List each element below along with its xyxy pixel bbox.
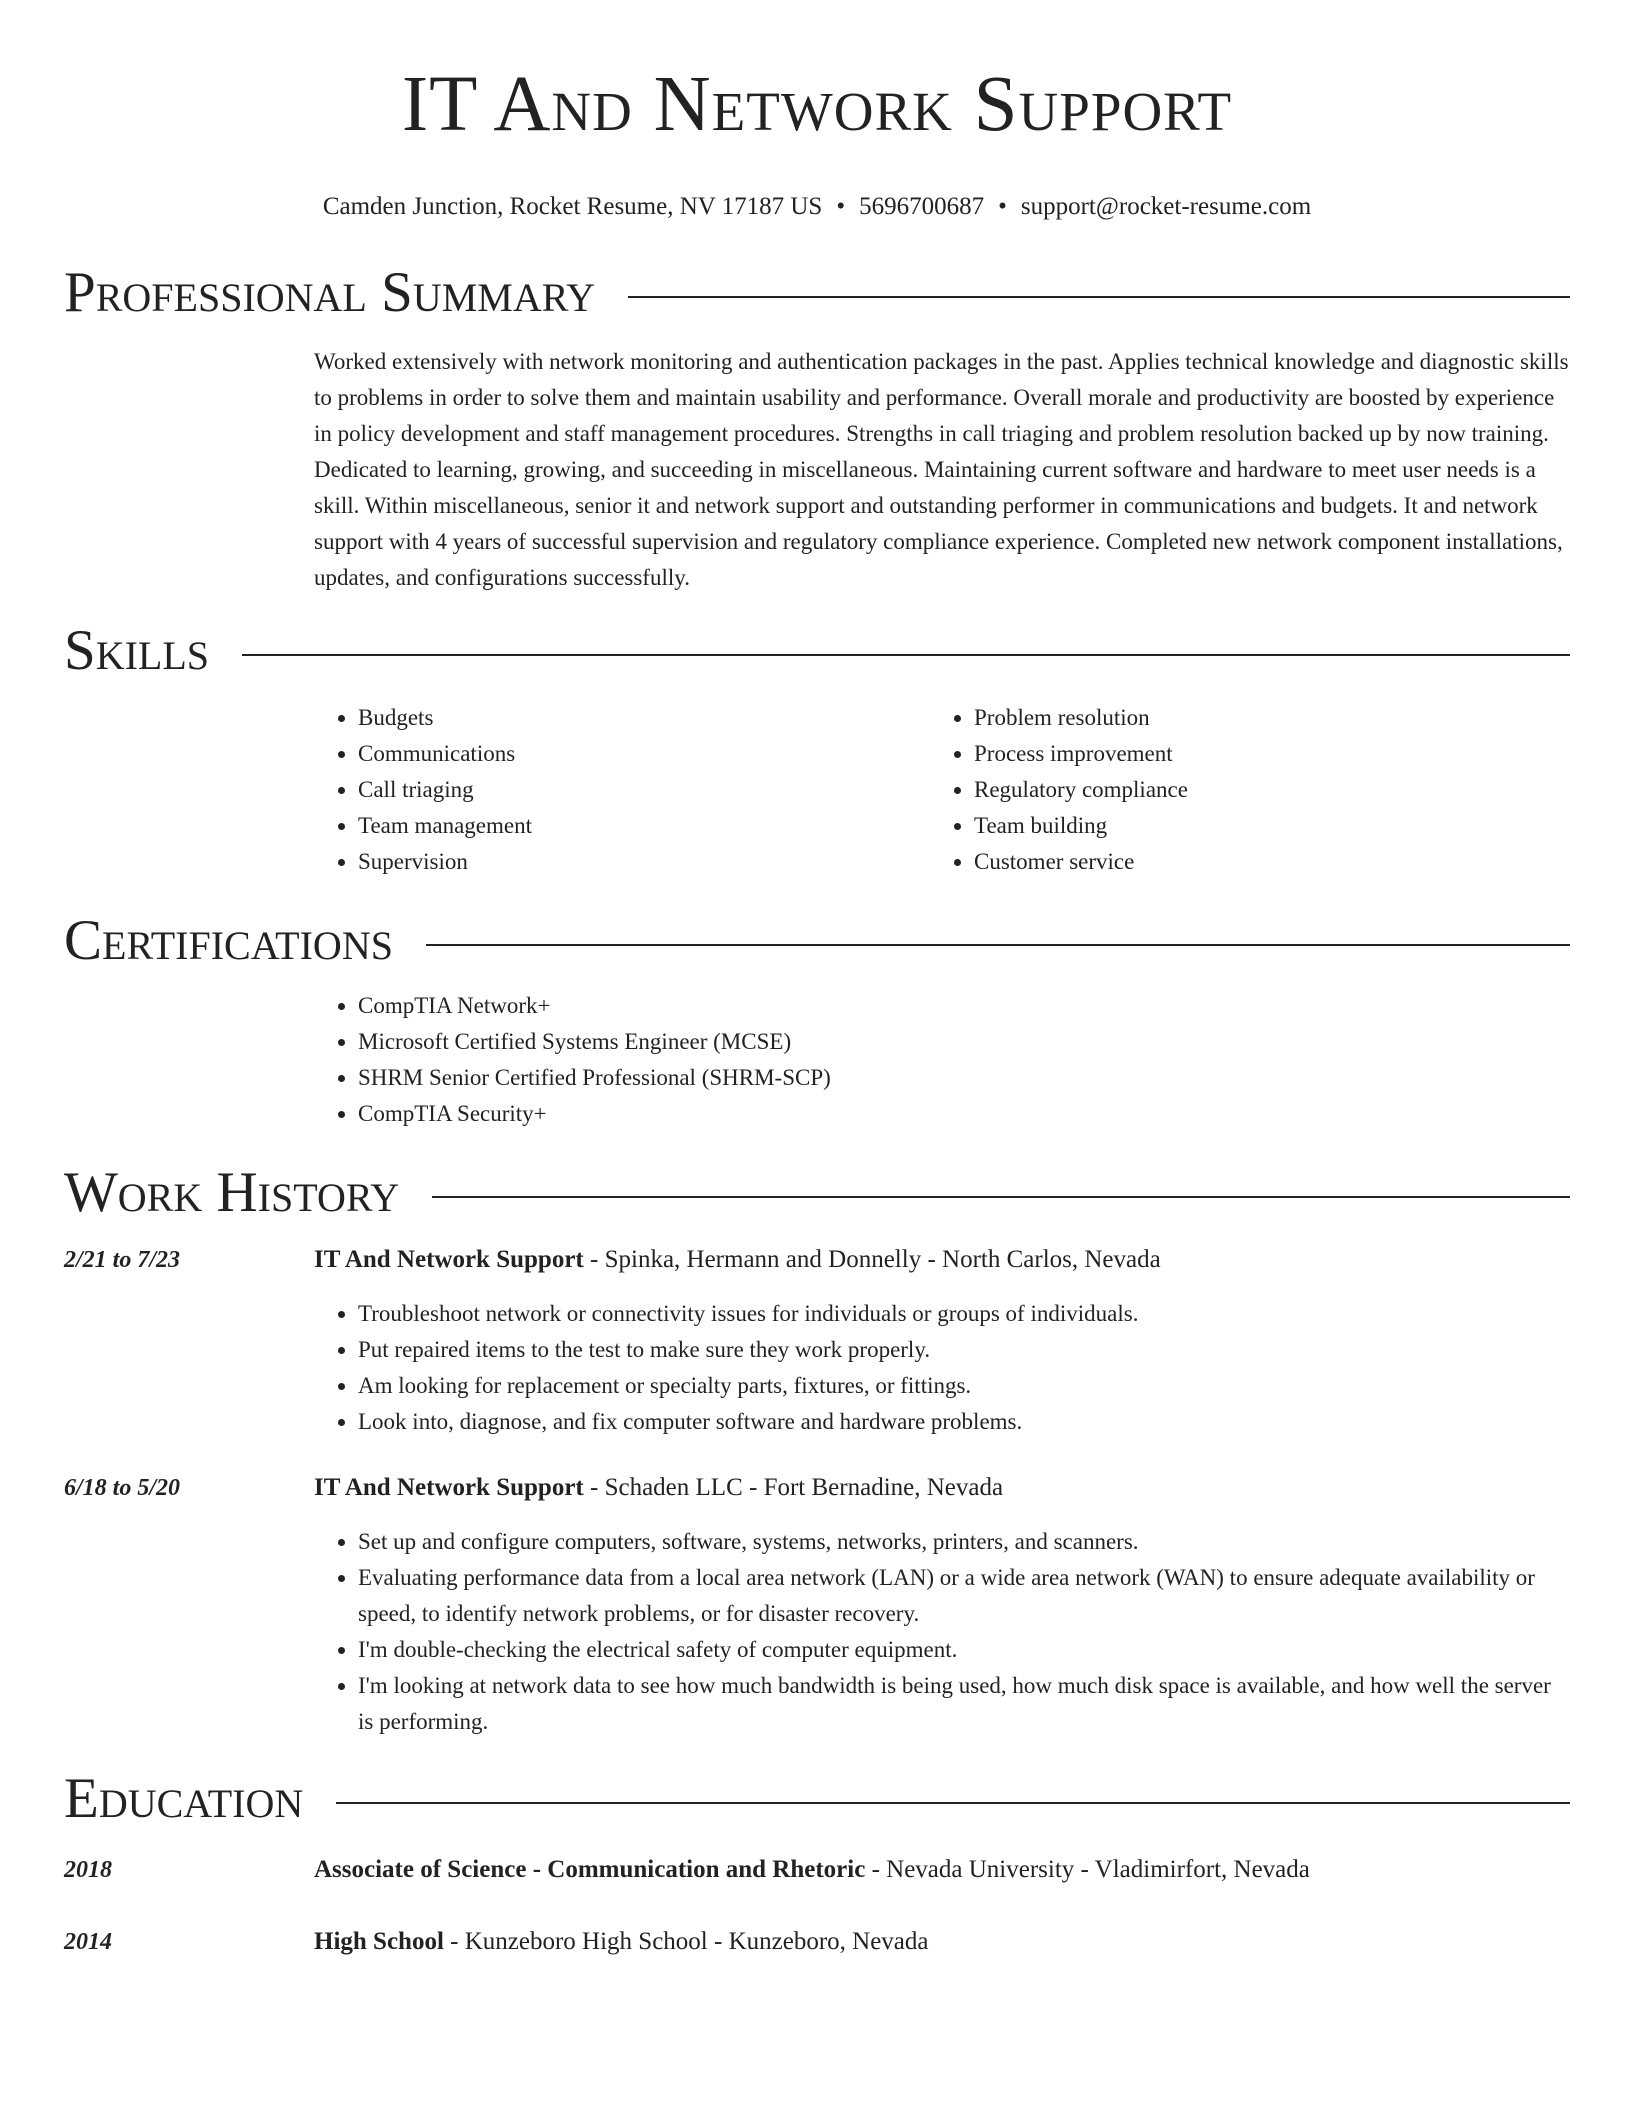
skill-item: • Team management [358,808,930,844]
summary-heading: Professional Summary [64,261,596,324]
section-divider [432,1196,1570,1198]
work-history-section-header [64,1158,1570,1228]
education-heading: Education [64,1767,304,1830]
education-degree: Associate of Science - Communication and Rhetoric [314,1856,866,1883]
skills-column-right [930,700,1546,880]
education-year: 2014 [64,1929,112,1955]
education-school: - Nevada University - Vladimirfort, Nevada [865,1856,1310,1883]
job-duty: • Set up and configure computers, software, systems, networks, printers, and scanners. [358,1524,1570,1560]
job-duty: • Troubleshoot network or connectivity issues for individuals or groups of individuals. [358,1296,1570,1332]
job-duty: • Evaluating performance data from a local area network (LAN) or a wide area network (WAN) to ensure adequate availability or speed, to identify network problems, or for disaster recovery. [358,1560,1570,1632]
job-title-line [314,1242,1570,1278]
job-title: IT And Network Support [314,1246,584,1273]
summary-section-header [64,258,1570,328]
job-duty: • I'm double-checking the electrical safety of computer equipment. [358,1632,1570,1668]
job-entry [64,1242,1570,1440]
education-entry [64,1852,1570,1888]
job-duties [314,1296,1570,1440]
education-year: 2018 [64,1857,112,1883]
certifications-heading: Certifications [64,909,393,972]
contact-phone: 5696700687 [859,193,985,220]
job-dates: 2/21 to 7/23 [64,1247,181,1273]
skill-item: • Problem resolution [974,700,1546,736]
certification-item: • SHRM Senior Certified Professional (SHRM-SCP) [358,1060,1570,1096]
resume-name: IT And Network Support [401,61,1233,148]
skill-item: • Customer service [974,844,1546,880]
job-duty: • Put repaired items to the test to make sure they work properly. [358,1332,1570,1368]
job-employer: - Spinka, Hermann and Donnelly - North Carlos, Nevada [583,1246,1161,1273]
skills-heading: Skills [64,619,210,682]
certification-item: • Microsoft Certified Systems Engineer (MCSE) [358,1024,1570,1060]
job-title: IT And Network Support [314,1474,584,1501]
resume-page [64,0,1570,1960]
section-divider [426,944,1570,946]
skills-section-header [64,616,1570,686]
skill-item: • Budgets [358,700,930,736]
certification-item: • CompTIA Network+ [358,988,1570,1024]
education-entry [64,1924,1570,1960]
bullet-separator: • [998,193,1007,220]
skills-column-left [314,700,930,880]
work-history-heading: Work History [64,1161,400,1224]
bullet-separator: • [836,193,846,220]
certification-item: • CompTIA Security+ [358,1096,1570,1132]
certifications-section-header [64,906,1570,976]
education-school: - Kunzeboro High School - Kunzeboro, Nevada [443,1928,929,1955]
skill-item: • Supervision [358,844,930,880]
skills-list [314,700,1570,880]
job-title-line [314,1470,1570,1506]
contact-address: Camden Junction, Rocket Resume, NV 17187 US [322,193,823,220]
skill-item: • Regulatory compliance [974,772,1546,808]
job-duty: • Look into, diagnose, and fix computer software and hardware problems. [358,1404,1570,1440]
section-divider [336,1802,1570,1804]
summary-text: Worked extensively with network monitoring and authentication packages in the past. Applies technical knowledge and diagnostic skills to problems in order to solve them and maintain usability and performance. Overall morale and productivity are boosted by experience in policy development and staff management procedures. Strengths in call triaging and problem resolution backed up by now training. Dedicated to learning, growing, and succeeding in miscellaneous. Maintaining current software and hardware to meet user needs is a skill. Within miscellaneous, senior it and network support and outstanding performer in communications and budgets. It and network support with 4 years of successful supervision and regulatory compliance experience. Completed new network component installations, updates, and configurations successfully. [314,349,1569,590]
education-section-header [64,1764,1570,1834]
section-divider [242,654,1570,656]
skill-item: • Process improvement [974,736,1546,772]
education-degree: High School [314,1928,444,1955]
skill-item: • Team building [974,808,1546,844]
job-dates: 6/18 to 5/20 [64,1475,181,1501]
skill-item: • Communications [358,736,930,772]
job-duty: • I'm looking at network data to see how much bandwidth is being used, how much disk space is available, and how well the server is performing. [358,1668,1570,1740]
job-employer: - Schaden LLC - Fort Bernadine, Nevada [583,1474,1004,1501]
job-entry [64,1470,1570,1740]
skill-item: • Call triaging [358,772,930,808]
contact-email: support@rocket-resume.com [1020,193,1312,220]
section-divider [628,296,1570,298]
certifications-list [314,988,1570,1132]
job-duties [314,1524,1570,1740]
job-duty: • Am looking for replacement or specialty parts, fixtures, or fittings. [358,1368,1570,1404]
contact-line [64,192,1570,222]
